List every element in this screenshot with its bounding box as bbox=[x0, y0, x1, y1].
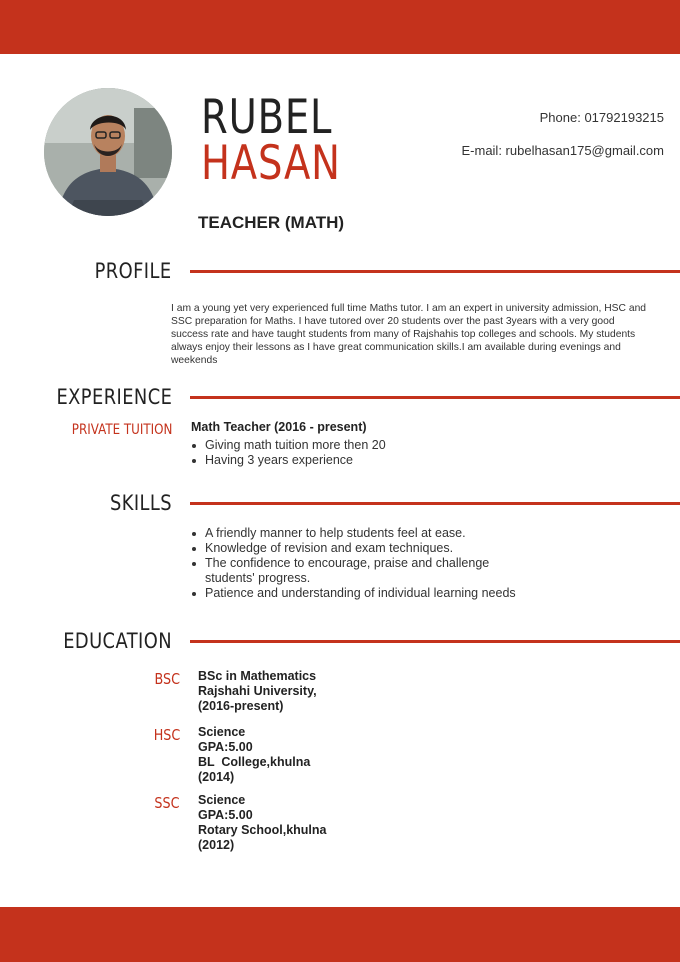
education-line: GPA:5.00 bbox=[198, 808, 253, 822]
education-line: Science bbox=[198, 793, 246, 807]
education-line: Rotary School,khulna bbox=[198, 823, 327, 837]
person-portrait-icon bbox=[44, 88, 172, 216]
education-label-bsc: BSC bbox=[154, 670, 180, 688]
list-item: A friendly manner to help students feel at ease. bbox=[190, 526, 550, 541]
profile-photo bbox=[44, 88, 172, 216]
education-line: (2012) bbox=[198, 838, 235, 852]
education-line: GPA:5.00 bbox=[198, 740, 253, 754]
experience-bullets bbox=[190, 438, 386, 468]
list-item: The confidence to encourage, praise and challenge students' progress. bbox=[190, 556, 535, 586]
job-title: TEACHER (MATH) bbox=[198, 213, 345, 232]
profile-heading: PROFILE bbox=[95, 259, 172, 283]
top-banner bbox=[0, 0, 680, 54]
skills-heading: SKILLS bbox=[109, 491, 172, 515]
education-line: (2014) bbox=[198, 770, 235, 784]
phone-contact: Phone: 01792193215 bbox=[539, 110, 664, 125]
profile-text: I am a young yet very experienced full time Maths tutor. I am an expert in university admission, HSC and SSC preparation for Maths. I have tutored over 20 students over the past 3years with a very good success rate and have taught students from many of Rajshahis top colleges and schools. My students always enjoy their lessons as I have great communication skills.I am available during evenings and weekends bbox=[171, 303, 647, 366]
education-heading: EDUCATION bbox=[63, 629, 172, 653]
education-label-hsc: HSC bbox=[153, 726, 180, 744]
list-item: Having 3 years experience bbox=[190, 453, 386, 468]
education-divider bbox=[190, 640, 680, 643]
bottom-banner bbox=[0, 907, 680, 962]
list-item: Knowledge of revision and exam techniques. bbox=[190, 541, 550, 556]
education-entry-ssc bbox=[198, 793, 327, 853]
education-entry-bsc bbox=[198, 669, 317, 714]
education-line: Science bbox=[198, 725, 246, 739]
last-name: HASAN bbox=[201, 136, 341, 191]
email-contact: E-mail: rubelhasan175@gmail.com bbox=[461, 143, 664, 158]
skills-divider bbox=[190, 502, 680, 505]
education-entry-hsc bbox=[198, 725, 310, 785]
first-name: RUBEL bbox=[201, 90, 333, 145]
list-item: Giving math tuition more then 20 bbox=[190, 438, 386, 453]
experience-role: Math Teacher (2016 - present) bbox=[191, 420, 367, 434]
profile-divider bbox=[190, 270, 680, 273]
list-item: Patience and understanding of individual learning needs bbox=[190, 586, 550, 601]
skills-bullets bbox=[190, 526, 550, 601]
education-label-ssc: SSC bbox=[154, 794, 180, 812]
experience-heading: EXPERIENCE bbox=[56, 385, 172, 409]
experience-divider bbox=[190, 396, 680, 399]
education-line: Rajshahi University, bbox=[198, 684, 317, 698]
education-line: BL College,khulna bbox=[198, 755, 311, 769]
experience-organization: PRIVATE TUITION bbox=[71, 422, 172, 438]
education-line: BSc in Mathematics bbox=[198, 669, 317, 683]
education-line: (2016-present) bbox=[198, 699, 284, 713]
